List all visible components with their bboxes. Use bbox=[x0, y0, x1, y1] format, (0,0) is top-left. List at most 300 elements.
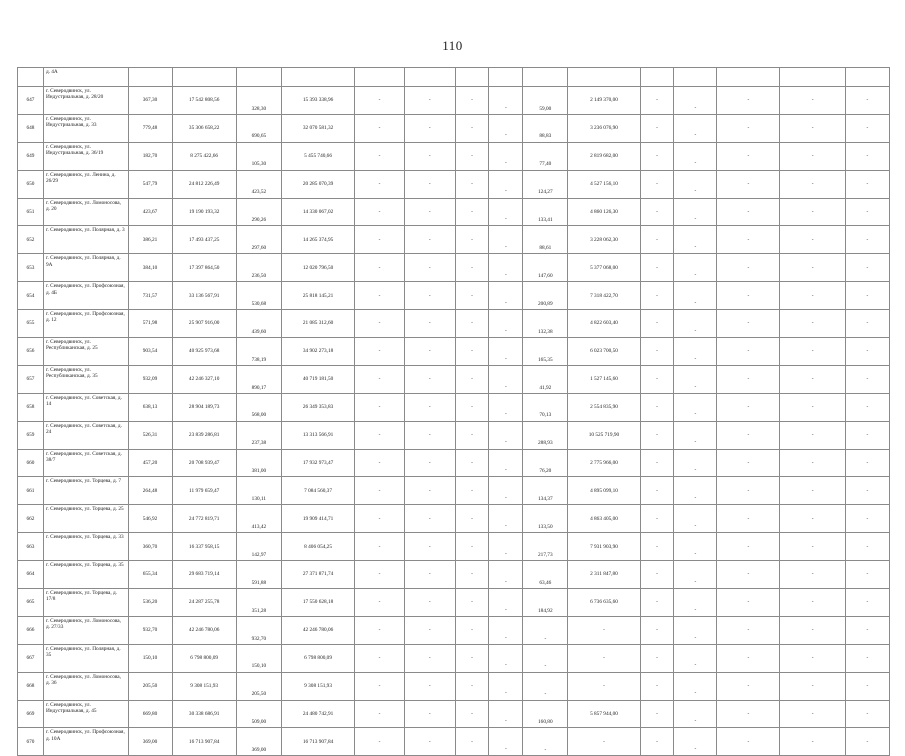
dash-cell: - bbox=[845, 505, 889, 533]
cost-3-cell: 4 895 099,10 bbox=[568, 477, 640, 505]
dash-cell: - bbox=[640, 644, 674, 672]
total-area-cell: 369,00 bbox=[128, 728, 172, 756]
dash-cell: - bbox=[845, 644, 889, 672]
row-number-cell: 652 bbox=[18, 226, 44, 254]
total-cost-cell: 17 397 864,50 bbox=[172, 254, 236, 282]
dash-cell: - bbox=[404, 365, 455, 393]
table-row bbox=[18, 421, 890, 449]
area-2-cell: 290,26 bbox=[236, 198, 281, 226]
dash-cell: - bbox=[404, 170, 455, 198]
area-2-cell: 328,30 bbox=[236, 87, 281, 115]
dash-cell: - bbox=[674, 87, 717, 115]
area-3-cell: 132,38 bbox=[523, 310, 568, 338]
cost-3-cell: 2 554 835,90 bbox=[568, 393, 640, 421]
total-area-cell: 932,70 bbox=[128, 616, 172, 644]
dash-cell: - bbox=[455, 728, 489, 756]
cost-3-cell: - bbox=[568, 616, 640, 644]
area-3-cell: 59,00 bbox=[523, 87, 568, 115]
dash-cell: - bbox=[674, 142, 717, 170]
dash-cell: - bbox=[780, 589, 845, 617]
area-3-cell: 147,60 bbox=[523, 254, 568, 282]
dash-cell: - bbox=[780, 561, 845, 589]
dash-cell: - bbox=[640, 338, 674, 366]
dash-cell: - bbox=[780, 114, 845, 142]
cost-2-cell: 27 371 871,74 bbox=[281, 561, 354, 589]
area-3-cell: 88,61 bbox=[523, 226, 568, 254]
area-3-cell: 88,83 bbox=[523, 114, 568, 142]
row-number-cell: 653 bbox=[18, 254, 44, 282]
area-2-cell: 150,10 bbox=[236, 644, 281, 672]
dash-cell: - bbox=[489, 505, 523, 533]
area-3-cell: 288,93 bbox=[523, 421, 568, 449]
address-cell: д. 4А bbox=[43, 68, 128, 87]
row-number-cell: 647 bbox=[18, 87, 44, 115]
cost-2-cell: 9 308 151,93 bbox=[281, 672, 354, 700]
area-3-cell: 124,27 bbox=[523, 170, 568, 198]
dash-cell: - bbox=[674, 728, 717, 756]
row-number-cell: 663 bbox=[18, 533, 44, 561]
dash-cell: - bbox=[640, 87, 674, 115]
dash-cell: - bbox=[717, 393, 780, 421]
total-cost-cell: 17 542 808,56 bbox=[172, 87, 236, 115]
dash-cell: - bbox=[845, 226, 889, 254]
area-2-cell: 105,30 bbox=[236, 142, 281, 170]
dash-cell: - bbox=[717, 421, 780, 449]
dash-cell: - bbox=[455, 533, 489, 561]
cost-2-cell: 15 393 338,96 bbox=[281, 87, 354, 115]
dash-cell: - bbox=[455, 338, 489, 366]
total-cost-cell: 29 683 719,14 bbox=[172, 561, 236, 589]
row-number-cell: 659 bbox=[18, 421, 44, 449]
area-3-cell: 134,37 bbox=[523, 477, 568, 505]
dash-cell: - bbox=[404, 310, 455, 338]
total-cost-cell: 6 798 800,09 bbox=[172, 644, 236, 672]
area-2-cell: 381,00 bbox=[236, 449, 281, 477]
total-area-cell: 205,50 bbox=[128, 672, 172, 700]
dash-cell: - bbox=[640, 170, 674, 198]
dash-cell: - bbox=[845, 393, 889, 421]
address-cell: г. Северодвинск, ул. Полярная, д. 9А bbox=[43, 254, 128, 282]
dash-cell: - bbox=[845, 672, 889, 700]
area-3-cell: 184,92 bbox=[523, 589, 568, 617]
row-number-cell: 666 bbox=[18, 616, 44, 644]
cost-3-cell: 3 228 062,30 bbox=[568, 226, 640, 254]
area-3-cell: 200,89 bbox=[523, 282, 568, 310]
dash-cell: - bbox=[404, 449, 455, 477]
dash-cell: - bbox=[404, 254, 455, 282]
table-row bbox=[18, 87, 890, 115]
dash-cell: - bbox=[640, 421, 674, 449]
dash-cell: - bbox=[355, 114, 405, 142]
dash-cell: - bbox=[404, 644, 455, 672]
dash-cell: - bbox=[404, 700, 455, 728]
dash-cell: - bbox=[355, 254, 405, 282]
area-2-cell: 738,19 bbox=[236, 338, 281, 366]
dash-cell: - bbox=[780, 672, 845, 700]
row-number-cell: 657 bbox=[18, 365, 44, 393]
dash-cell: - bbox=[640, 310, 674, 338]
address-cell: г. Северодвинск, ул. Торцева, д. 35 bbox=[43, 561, 128, 589]
dash-cell: - bbox=[780, 421, 845, 449]
table-row bbox=[18, 589, 890, 617]
dash-cell: - bbox=[455, 449, 489, 477]
dash-cell: - bbox=[717, 365, 780, 393]
dash-cell: - bbox=[489, 254, 523, 282]
dash-cell: - bbox=[489, 226, 523, 254]
cost-3-cell: 6 023 700,50 bbox=[568, 338, 640, 366]
dash-cell: - bbox=[489, 365, 523, 393]
dash-cell: - bbox=[845, 616, 889, 644]
dash-cell: - bbox=[674, 644, 717, 672]
cost-2-cell: 6 798 800,09 bbox=[281, 644, 354, 672]
dash-cell: - bbox=[355, 87, 405, 115]
cost-2-cell: 19 909 414,71 bbox=[281, 505, 354, 533]
total-area-cell: 264,48 bbox=[128, 477, 172, 505]
table-row-continuation bbox=[18, 68, 890, 87]
row-number-cell: 649 bbox=[18, 142, 44, 170]
area-2-cell: 369,00 bbox=[236, 728, 281, 756]
row-number-cell: 665 bbox=[18, 589, 44, 617]
dash-cell: - bbox=[845, 449, 889, 477]
dash-cell: - bbox=[674, 114, 717, 142]
dash-cell: - bbox=[717, 589, 780, 617]
total-cost-cell: 24 287 255,78 bbox=[172, 589, 236, 617]
total-area-cell: 367,30 bbox=[128, 87, 172, 115]
total-area-cell: 384,10 bbox=[128, 254, 172, 282]
table-row bbox=[18, 310, 890, 338]
dash-cell: - bbox=[845, 198, 889, 226]
cost-2-cell: 42 246 780,06 bbox=[281, 616, 354, 644]
cost-2-cell: 16 713 907,84 bbox=[281, 728, 354, 756]
dash-cell: - bbox=[780, 393, 845, 421]
dash-cell: - bbox=[780, 449, 845, 477]
row-number-cell: 658 bbox=[18, 393, 44, 421]
dash-cell: - bbox=[640, 282, 674, 310]
table-row bbox=[18, 728, 890, 756]
dash-cell: - bbox=[404, 561, 455, 589]
table-row bbox=[18, 449, 890, 477]
total-cost-cell: 24 772 819,71 bbox=[172, 505, 236, 533]
dash-cell: - bbox=[355, 589, 405, 617]
address-cell: г. Северодвинск, ул. Торцева, д. 7 bbox=[43, 477, 128, 505]
dash-cell: - bbox=[780, 338, 845, 366]
row-number-cell: 648 bbox=[18, 114, 44, 142]
row-number-cell bbox=[18, 68, 44, 87]
dash-cell: - bbox=[845, 170, 889, 198]
dash-cell: - bbox=[404, 672, 455, 700]
dash-cell: - bbox=[780, 616, 845, 644]
dash-cell: - bbox=[489, 589, 523, 617]
total-area-cell: 360,70 bbox=[128, 533, 172, 561]
dash-cell: - bbox=[780, 700, 845, 728]
dash-cell: - bbox=[717, 282, 780, 310]
dash-cell: - bbox=[404, 87, 455, 115]
dash-cell: - bbox=[355, 198, 405, 226]
table-row bbox=[18, 477, 890, 505]
dash-cell: - bbox=[455, 672, 489, 700]
dash-cell: - bbox=[455, 700, 489, 728]
cost-3-cell: 5 377 068,00 bbox=[568, 254, 640, 282]
dash-cell: - bbox=[640, 533, 674, 561]
dash-cell: - bbox=[455, 616, 489, 644]
dash-cell: - bbox=[640, 449, 674, 477]
total-cost-cell: 23 839 286,81 bbox=[172, 421, 236, 449]
dash-cell: - bbox=[674, 170, 717, 198]
area-3-cell: 133,50 bbox=[523, 505, 568, 533]
dash-cell: - bbox=[845, 282, 889, 310]
dash-cell: - bbox=[404, 533, 455, 561]
dash-cell: - bbox=[780, 505, 845, 533]
total-area-cell: 731,57 bbox=[128, 282, 172, 310]
total-area-cell: 547,79 bbox=[128, 170, 172, 198]
dash-cell: - bbox=[717, 226, 780, 254]
table-row bbox=[18, 226, 890, 254]
cost-3-cell: 4 863 405,00 bbox=[568, 505, 640, 533]
dash-cell: - bbox=[455, 644, 489, 672]
dash-cell: - bbox=[640, 672, 674, 700]
address-cell: г. Северодвинск, ул. Ломоносова, д. 20 bbox=[43, 198, 128, 226]
dash-cell: - bbox=[717, 310, 780, 338]
address-cell: г. Северодвинск, ул. Советская, д. 24 bbox=[43, 421, 128, 449]
dash-cell: - bbox=[355, 226, 405, 254]
dash-cell: - bbox=[489, 561, 523, 589]
address-cell: г. Северодвинск, ул. Индустриальная, д. 28/20 bbox=[43, 87, 128, 115]
dash-cell: - bbox=[489, 421, 523, 449]
cost-2-cell: 20 285 070,39 bbox=[281, 170, 354, 198]
dash-cell: - bbox=[780, 365, 845, 393]
area-2-cell: 351,28 bbox=[236, 589, 281, 617]
dash-cell: - bbox=[674, 365, 717, 393]
dash-cell: - bbox=[845, 589, 889, 617]
dash-cell: - bbox=[455, 198, 489, 226]
dash-cell: - bbox=[355, 310, 405, 338]
register-table bbox=[17, 67, 890, 756]
dash-cell: - bbox=[355, 338, 405, 366]
dash-cell: - bbox=[845, 338, 889, 366]
dash-cell: - bbox=[355, 365, 405, 393]
total-cost-cell: 8 275 422,66 bbox=[172, 142, 236, 170]
dash-cell: - bbox=[640, 365, 674, 393]
area-2-cell: 236,50 bbox=[236, 254, 281, 282]
row-number-cell: 670 bbox=[18, 728, 44, 756]
dash-cell: - bbox=[640, 393, 674, 421]
cost-3-cell: 1 527 145,60 bbox=[568, 365, 640, 393]
dash-cell: - bbox=[845, 421, 889, 449]
dash-cell: - bbox=[674, 561, 717, 589]
total-cost-cell: 19 190 193,32 bbox=[172, 198, 236, 226]
dash-cell: - bbox=[355, 561, 405, 589]
area-3-cell: 160,80 bbox=[523, 700, 568, 728]
address-cell: г. Северодвинск, ул. Республиканская, д. 25 bbox=[43, 338, 128, 366]
dash-cell: - bbox=[640, 505, 674, 533]
dash-cell: - bbox=[455, 254, 489, 282]
total-area-cell: 638,13 bbox=[128, 393, 172, 421]
address-cell: г. Северодвинск, ул. Ломоносова, д. 36 bbox=[43, 672, 128, 700]
cost-2-cell: 8 406 054,25 bbox=[281, 533, 354, 561]
total-cost-cell: 20 708 939,47 bbox=[172, 449, 236, 477]
dash-cell: - bbox=[640, 477, 674, 505]
dash-cell: - bbox=[355, 477, 405, 505]
dash-cell: - bbox=[404, 114, 455, 142]
dash-cell: - bbox=[404, 198, 455, 226]
dash-cell: - bbox=[717, 198, 780, 226]
total-area-cell: 546,92 bbox=[128, 505, 172, 533]
table-row bbox=[18, 672, 890, 700]
dash-cell: - bbox=[717, 644, 780, 672]
dash-cell: - bbox=[404, 393, 455, 421]
row-number-cell: 655 bbox=[18, 310, 44, 338]
table-row bbox=[18, 365, 890, 393]
cost-2-cell: 14 330 067,02 bbox=[281, 198, 354, 226]
dash-cell: - bbox=[455, 310, 489, 338]
area-3-cell: 77,40 bbox=[523, 142, 568, 170]
area-2-cell: 890,17 bbox=[236, 365, 281, 393]
dash-cell: - bbox=[780, 644, 845, 672]
area-2-cell: 142,97 bbox=[236, 533, 281, 561]
dash-cell: - bbox=[455, 421, 489, 449]
dash-cell: - bbox=[845, 477, 889, 505]
dash-cell: - bbox=[640, 114, 674, 142]
dash-cell: - bbox=[845, 728, 889, 756]
area-2-cell: 509,00 bbox=[236, 700, 281, 728]
dash-cell: - bbox=[845, 533, 889, 561]
cost-3-cell: 4 822 603,40 bbox=[568, 310, 640, 338]
address-cell: г. Северодвинск, ул. Торцева, д. 25 bbox=[43, 505, 128, 533]
dash-cell: - bbox=[404, 226, 455, 254]
table-row bbox=[18, 616, 890, 644]
dash-cell: - bbox=[455, 114, 489, 142]
row-number-cell: 650 bbox=[18, 170, 44, 198]
area-3-cell: 63,46 bbox=[523, 561, 568, 589]
dash-cell: - bbox=[674, 449, 717, 477]
dash-cell: - bbox=[355, 644, 405, 672]
dash-cell: - bbox=[455, 142, 489, 170]
total-area-cell: 903,54 bbox=[128, 338, 172, 366]
dash-cell: - bbox=[674, 226, 717, 254]
dash-cell: - bbox=[717, 561, 780, 589]
area-2-cell: 568,00 bbox=[236, 393, 281, 421]
dash-cell: - bbox=[845, 310, 889, 338]
dash-cell: - bbox=[674, 589, 717, 617]
cost-2-cell: 7 084 560,37 bbox=[281, 477, 354, 505]
dash-cell: - bbox=[489, 533, 523, 561]
cost-2-cell: 25 818 145,21 bbox=[281, 282, 354, 310]
total-cost-cell: 42 246 327,10 bbox=[172, 365, 236, 393]
cost-2-cell: 21 085 312,60 bbox=[281, 310, 354, 338]
dash-cell: - bbox=[674, 533, 717, 561]
address-cell: г. Северодвинск, ул. Республиканская, д. 35 bbox=[43, 365, 128, 393]
dash-cell: - bbox=[355, 616, 405, 644]
dash-cell: - bbox=[717, 338, 780, 366]
dash-cell: - bbox=[640, 254, 674, 282]
total-cost-cell: 30 338 686,91 bbox=[172, 700, 236, 728]
dash-cell: - bbox=[355, 533, 405, 561]
dash-cell: - bbox=[355, 170, 405, 198]
table-row bbox=[18, 338, 890, 366]
cost-3-cell: 7 931 903,90 bbox=[568, 533, 640, 561]
total-area-cell: 655,34 bbox=[128, 561, 172, 589]
dash-cell: - bbox=[845, 87, 889, 115]
dash-cell: - bbox=[674, 198, 717, 226]
dash-cell: - bbox=[780, 198, 845, 226]
cost-3-cell: 4 527 156,10 bbox=[568, 170, 640, 198]
cost-2-cell: 13 313 566,91 bbox=[281, 421, 354, 449]
total-cost-cell: 16 337 958,15 bbox=[172, 533, 236, 561]
dash-cell: - bbox=[780, 728, 845, 756]
total-cost-cell: 25 907 916,00 bbox=[172, 310, 236, 338]
total-cost-cell: 33 136 567,91 bbox=[172, 282, 236, 310]
table-row bbox=[18, 142, 890, 170]
cost-2-cell: 26 349 353,83 bbox=[281, 393, 354, 421]
dash-cell: - bbox=[674, 421, 717, 449]
address-cell: г. Северодвинск, ул. Индустриальная, д. 45 bbox=[43, 700, 128, 728]
total-cost-cell: 24 812 226,49 bbox=[172, 170, 236, 198]
address-cell: г. Северодвинск, ул. Индустриальная, д. 36/19 bbox=[43, 142, 128, 170]
dash-cell: - bbox=[640, 142, 674, 170]
dash-cell: - bbox=[455, 393, 489, 421]
dash-cell: - bbox=[489, 142, 523, 170]
dash-cell: - bbox=[640, 561, 674, 589]
row-number-cell: 654 bbox=[18, 282, 44, 310]
dash-cell: - bbox=[780, 310, 845, 338]
cost-3-cell: - bbox=[568, 672, 640, 700]
dash-cell: - bbox=[674, 254, 717, 282]
area-2-cell: 591,88 bbox=[236, 561, 281, 589]
dash-cell: - bbox=[717, 477, 780, 505]
cost-3-cell: - bbox=[568, 728, 640, 756]
area-2-cell: 205,50 bbox=[236, 672, 281, 700]
dash-cell: - bbox=[845, 561, 889, 589]
area-3-cell: - bbox=[523, 672, 568, 700]
dash-cell: - bbox=[674, 393, 717, 421]
cost-2-cell: 5 455 740,66 bbox=[281, 142, 354, 170]
row-number-cell: 656 bbox=[18, 338, 44, 366]
area-3-cell: 217,73 bbox=[523, 533, 568, 561]
dash-cell: - bbox=[489, 114, 523, 142]
dash-cell: - bbox=[780, 170, 845, 198]
area-2-cell: 690,65 bbox=[236, 114, 281, 142]
total-cost-cell: 35 306 658,22 bbox=[172, 114, 236, 142]
dash-cell: - bbox=[717, 728, 780, 756]
dash-cell: - bbox=[355, 282, 405, 310]
area-2-cell: 932,70 bbox=[236, 616, 281, 644]
dash-cell: - bbox=[780, 477, 845, 505]
dash-cell: - bbox=[404, 338, 455, 366]
cost-2-cell: 12 020 796,50 bbox=[281, 254, 354, 282]
cost-3-cell: 2 149 370,00 bbox=[568, 87, 640, 115]
dash-cell: - bbox=[717, 700, 780, 728]
cost-2-cell: 32 070 581,32 bbox=[281, 114, 354, 142]
row-number-cell: 669 bbox=[18, 700, 44, 728]
dash-cell: - bbox=[780, 282, 845, 310]
area-2-cell: 530,68 bbox=[236, 282, 281, 310]
dash-cell: - bbox=[455, 226, 489, 254]
total-cost-cell: 17 493 437,25 bbox=[172, 226, 236, 254]
area-3-cell: 70,13 bbox=[523, 393, 568, 421]
dash-cell: - bbox=[404, 477, 455, 505]
dash-cell: - bbox=[489, 700, 523, 728]
dash-cell: - bbox=[404, 282, 455, 310]
cost-3-cell: 2 819 682,00 bbox=[568, 142, 640, 170]
total-area-cell: 932,09 bbox=[128, 365, 172, 393]
dash-cell: - bbox=[489, 477, 523, 505]
dash-cell: - bbox=[489, 672, 523, 700]
dash-cell: - bbox=[489, 310, 523, 338]
dash-cell: - bbox=[780, 533, 845, 561]
dash-cell: - bbox=[640, 589, 674, 617]
area-2-cell: 439,60 bbox=[236, 310, 281, 338]
dash-cell: - bbox=[845, 254, 889, 282]
